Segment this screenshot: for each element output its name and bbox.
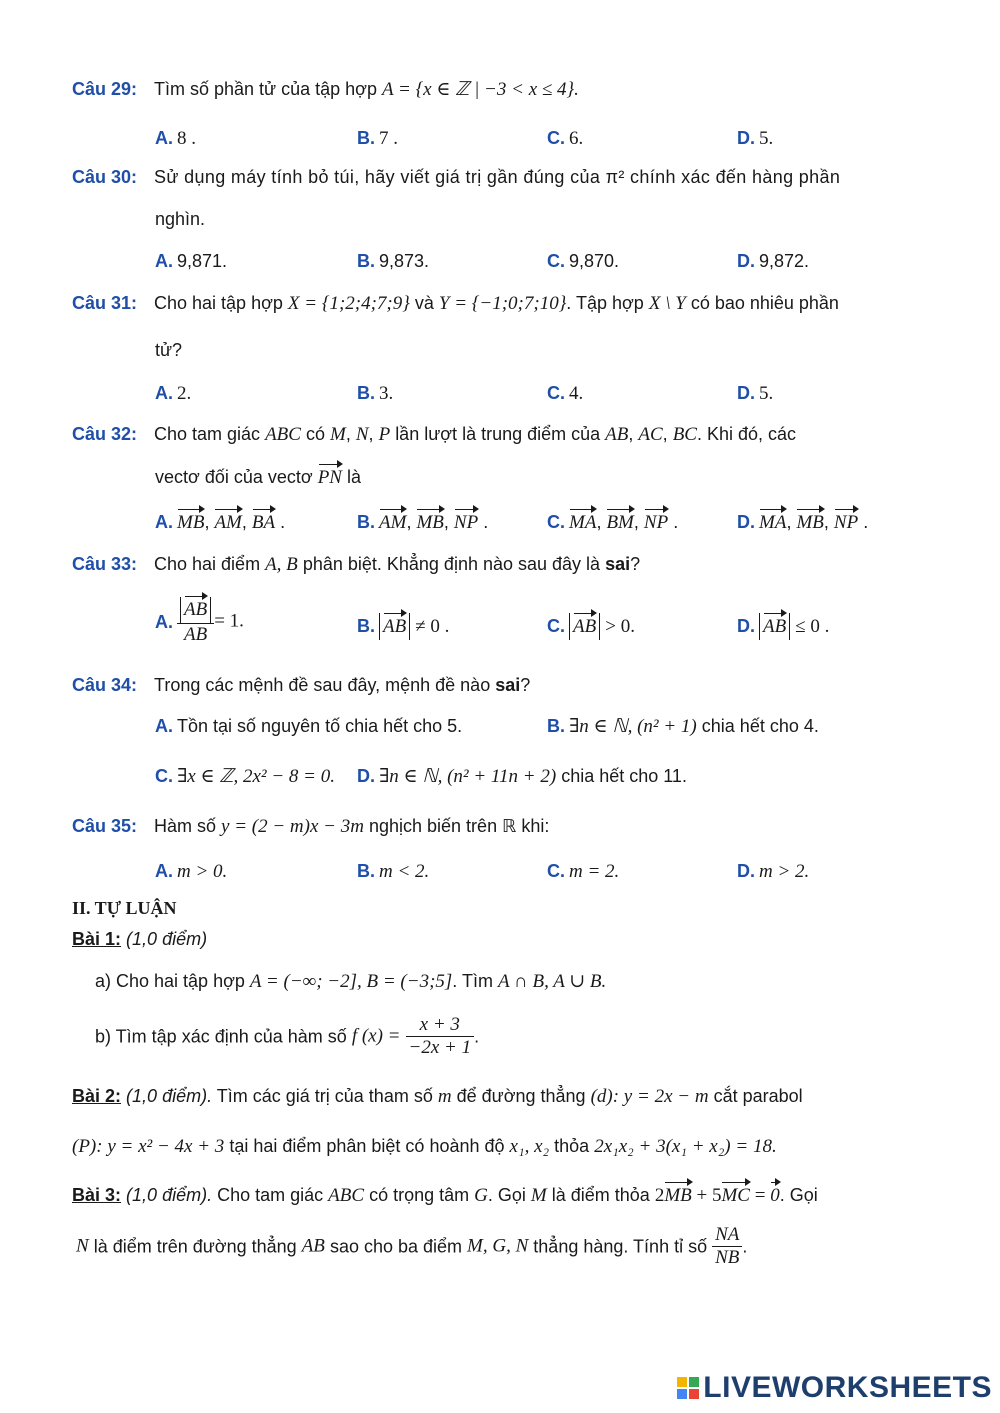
option-a[interactable]: A. 2.: [155, 383, 192, 404]
option-b[interactable]: B. 7 .: [357, 128, 398, 149]
question-31-cont: tử?: [155, 340, 183, 360]
question-label: Câu 31:: [72, 293, 138, 313]
question-label: Câu 34:: [72, 675, 138, 695]
option-a[interactable]: A. 8 .: [155, 128, 196, 149]
question-label: Câu 29:: [72, 79, 138, 99]
option-b[interactable]: B. m < 2.: [357, 861, 430, 882]
bai-1b: b) Tìm tập xác định của hàm số f (x) = $\frac{x + 3}{-2x + 1}$ .: [95, 1014, 480, 1058]
option-b[interactable]: B. AM, MB, NP .: [357, 509, 488, 536]
option-d[interactable]: D. 5.: [737, 128, 774, 149]
option-c[interactable]: C. 9,870.: [547, 251, 620, 271]
option-a[interactable]: A. $\frac{AB}{AB}$ = 1.: [155, 599, 244, 645]
question-35: Câu 35: Hàm số y = (2 − m)x − 3m nghịch biến trên ℝ khi:: [72, 813, 928, 840]
option-c[interactable]: C. m = 2.: [547, 861, 620, 882]
question-31: Câu 31: Cho hai tập hợp X = {1;2;4;7;9} và Y = {−1;0;7;10}. Tập hợp X \ Y có bao nhiêu phần: [72, 290, 928, 317]
option-b[interactable]: B. 9,873.: [357, 251, 430, 271]
options-33: [155, 593, 928, 653]
option-a[interactable]: A. 9,871.: [155, 251, 228, 271]
bai-2-line-1: Bài 2: (1,0 điểm). Tìm các giá trị của tham số m để đường thẳng (d): y = 2x − m cắt parabol: [72, 1086, 803, 1107]
option-a[interactable]: A. MB, AM, BA .: [155, 509, 285, 536]
bai-3-line-2: N là điểm trên đường thẳng AB sao cho ba điểm M, G, N thẳng hàng. Tính tỉ số $\frac{NA}{NB}$ .: [76, 1224, 748, 1268]
option-c[interactable]: C. 4.: [547, 383, 584, 404]
vector-pn: PN: [318, 465, 342, 491]
option-d[interactable]: D. 9,872.: [737, 251, 810, 271]
option-d[interactable]: D. ∃n ∈ ℕ, (n² + 11n + 2) chia hết cho 11.: [357, 766, 687, 787]
question-label: Câu 30:: [72, 167, 138, 187]
bai-2-line-2: (P): y = x² − 4x + 3 tại hai điểm phân biệt có hoành độ x₁, x₂ thỏa 2x₁x₂ + 3(x₁ + x₂) = 18.: [72, 1136, 777, 1157]
option-a[interactable]: A. m > 0.: [155, 861, 228, 882]
question-32-cont: vectơ đối của vectơ PN là: [155, 464, 928, 491]
bai-1-heading: Bài 1: (1,0 điểm): [72, 929, 208, 949]
liveworksheets-icon: [677, 1377, 699, 1399]
question-label: Câu 35:: [72, 816, 138, 836]
option-c[interactable]: C. ∃x ∈ ℤ, 2x² − 8 = 0.: [155, 766, 335, 787]
option-c[interactable]: C. 6.: [547, 128, 584, 149]
option-b[interactable]: B. AB ≠ 0 .: [357, 613, 449, 640]
question-32: Câu 32: Cho tam giác ABC có M, N, P lần lượt là trung điểm của AB, AC, BC. Khi đó, các: [72, 421, 928, 448]
question-text: Tìm số phần tử của tập hợp: [154, 79, 377, 99]
option-d[interactable]: D. m > 2.: [737, 861, 810, 882]
liveworksheets-logo: LIVEWORKSHEETS: [677, 1371, 992, 1405]
question-29: [72, 76, 928, 103]
section-heading: II. TỰ LUẬN: [72, 898, 177, 918]
option-c[interactable]: C. AB > 0.: [547, 613, 635, 640]
set-definition: A = {x ∈ ℤ | −3 < x ≤ 4}.: [382, 79, 579, 100]
bai-1a: a) Cho hai tập hợp A = (−∞; −2], B = (−3;5]. Tìm A ∩ B, A ∪ B.: [95, 971, 607, 992]
question-label: Câu 33:: [72, 554, 138, 574]
option-b[interactable]: B. 3.: [357, 383, 394, 404]
option-d[interactable]: D. AB ≤ 0 .: [737, 613, 829, 640]
question-label: Câu 32:: [72, 424, 138, 444]
option-c[interactable]: C. MA, BM, NP .: [547, 509, 678, 536]
question-text: Sử dụng máy tính bỏ túi, hãy viết giá trị gần đúng của π² chính xác đến hàng phần: [154, 167, 841, 187]
option-b[interactable]: B. ∃n ∈ ℕ, (n² + 1) chia hết cho 4.: [547, 716, 819, 737]
question-33: Câu 33: Cho hai điểm A, B phân biệt. Khẳng định nào sau đây là sai?: [72, 551, 928, 578]
bai-3-line-1: Bài 3: (1,0 điểm). Cho tam giác ABC có trọng tâm G. Gọi M là điểm thỏa 2MB + 5MC = 0. Gọi: [72, 1182, 928, 1209]
question-30-cont: nghìn.: [155, 209, 206, 229]
question-34: Câu 34: Trong các mệnh đề sau đây, mệnh đề nào sai?: [72, 672, 928, 698]
option-a[interactable]: A. Tồn tại số nguyên tố chia hết cho 5.: [155, 716, 463, 736]
option-d[interactable]: D. 5.: [737, 383, 774, 404]
question-30: [72, 164, 928, 190]
option-d[interactable]: D. MA, MB, NP .: [737, 509, 868, 536]
